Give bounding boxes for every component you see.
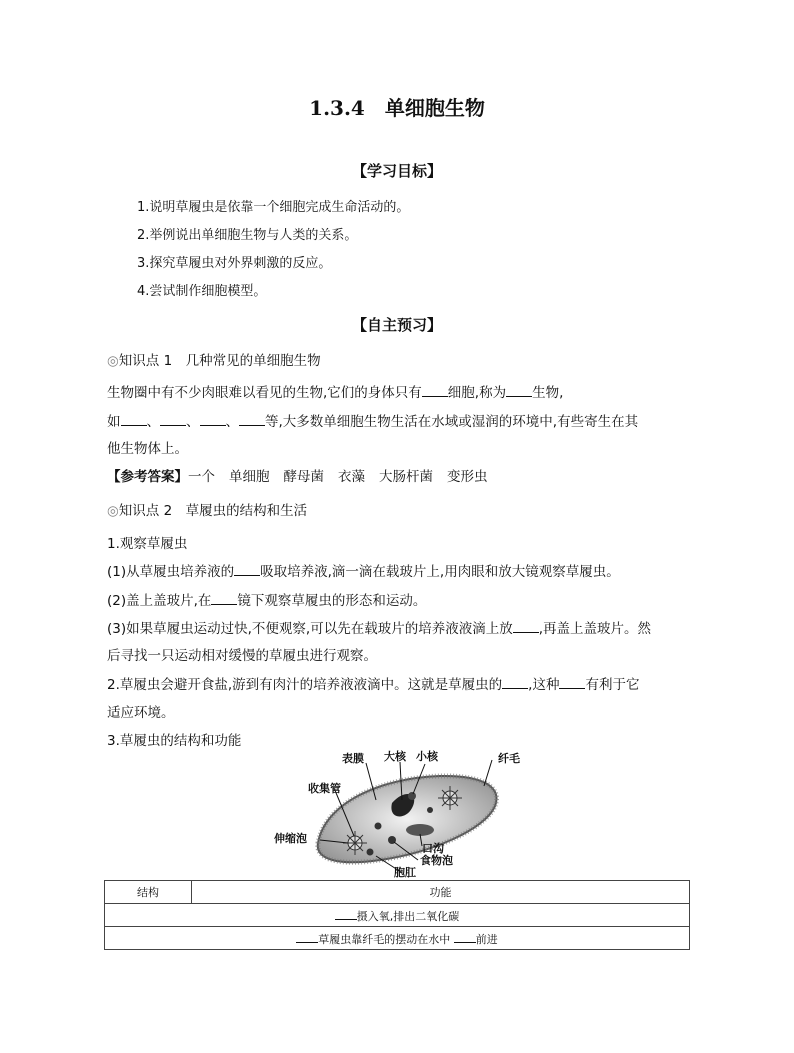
blank[interactable] [454, 930, 476, 943]
page-title: 1.3.4 单细胞生物 [309, 96, 485, 120]
label-micronucleus: 小核 [416, 750, 438, 763]
label-membrane: 表膜 [342, 752, 364, 765]
label-food-vacuole: 食物泡 [420, 854, 453, 867]
circle-marker-icon: ◎ [107, 353, 119, 369]
kp2-step-2: (2)盖上盖玻片,在 镜下观察草履虫的形态和运动。 [107, 593, 427, 609]
blank[interactable] [211, 592, 237, 605]
paramecium-body [318, 776, 497, 862]
table-row [105, 927, 690, 950]
blank[interactable] [239, 413, 265, 426]
knowledge-point-1-heading: ◎知识点 1 几种常见的单细胞生物 [107, 353, 321, 369]
blank[interactable] [200, 413, 226, 426]
blank[interactable] [335, 907, 357, 920]
label-macronucleus: 大核 [384, 750, 406, 763]
kp1-line-2: 如 、 、 、 等,大多数单细胞生物生活在水域或湿润的环境中,有些寄生在其 [107, 414, 639, 430]
section-heading-preview: 【自主预习】 [351, 316, 442, 334]
kp2-heading-2: 2.草履虫会避开食盐,游到有肉汁的培养液液滴中。这就是草履虫的 ,这种 有利于它 [107, 677, 640, 693]
label-contractile-vacuole: 伸缩泡 [274, 832, 307, 845]
goal-item: 3.探究草履虫对外界刺激的反应。 [137, 256, 332, 271]
table-header-function: 功能 [192, 881, 690, 904]
blank[interactable] [502, 676, 528, 689]
kp2-step-3-cont: 后寻找一只运动相对缓慢的草履虫进行观察。 [107, 648, 377, 664]
structure-function-table [104, 880, 690, 950]
label-oral-groove: 口沟 [422, 842, 444, 855]
blank[interactable] [513, 620, 539, 633]
food-vacuole-icon [427, 807, 433, 813]
goal-item: 4.尝试制作细胞模型。 [137, 284, 267, 299]
blank[interactable] [234, 563, 260, 576]
knowledge-point-2-heading: ◎知识点 2 草履虫的结构和生活 [107, 503, 308, 519]
table-row [105, 904, 690, 927]
label-cilia: 纤毛 [498, 752, 520, 765]
label-collecting-tube: 收集管 [308, 782, 341, 795]
label-anal-pore: 胞肛 [394, 866, 416, 878]
kp1-line-1: 生物圈中有不少肉眼难以看见的生物,它们的身体只有 细胞,称为 生物, [107, 385, 564, 401]
circle-marker-icon: ◎ [107, 503, 119, 519]
food-vacuole-icon [367, 849, 374, 856]
kp1-line-3: 他生物体上。 [107, 441, 188, 457]
section-heading-goals: 【学习目标】 [351, 162, 442, 180]
paramecium-diagram [270, 748, 532, 878]
kp2-heading-3: 3.草履虫的结构和功能 [107, 733, 242, 749]
kp2-step-1: (1)从草履虫培养液的 吸取培养液,滴一滴在载玻片上,用肉眼和放大镜观察草履虫。 [107, 564, 620, 580]
table-header-structure: 结构 [105, 881, 192, 904]
kp2-heading-1: 1.观察草履虫 [107, 536, 188, 552]
blank[interactable] [559, 676, 585, 689]
kp2-step-3: (3)如果草履虫运动过快,不便观察,可以先在载玻片的培养液液滴上放 ,再盖上盖玻片。然 [107, 621, 652, 637]
blank[interactable] [506, 384, 532, 397]
blank[interactable] [160, 413, 186, 426]
reference-answer: 【参考答案】一个 单细胞 酵母菌 衣藻 大肠杆菌 变形虫 [107, 469, 488, 485]
goal-item: 2.举例说出单细胞生物与人类的关系。 [137, 228, 358, 243]
blank[interactable] [121, 413, 147, 426]
micronucleus-icon [408, 792, 416, 800]
blank[interactable] [422, 384, 448, 397]
food-vacuole-icon [375, 823, 382, 830]
table-cell: 草履虫靠纤毛的摆动在水中 前进 [105, 927, 690, 950]
table-row [105, 881, 690, 904]
blank[interactable] [296, 930, 318, 943]
table-cell: 摄入氧,排出二氧化碳 [105, 904, 690, 927]
goal-item: 1.说明草履虫是依靠一个细胞完成生命活动的。 [137, 200, 410, 215]
kp2-heading-2-cont: 适应环境。 [107, 705, 175, 721]
